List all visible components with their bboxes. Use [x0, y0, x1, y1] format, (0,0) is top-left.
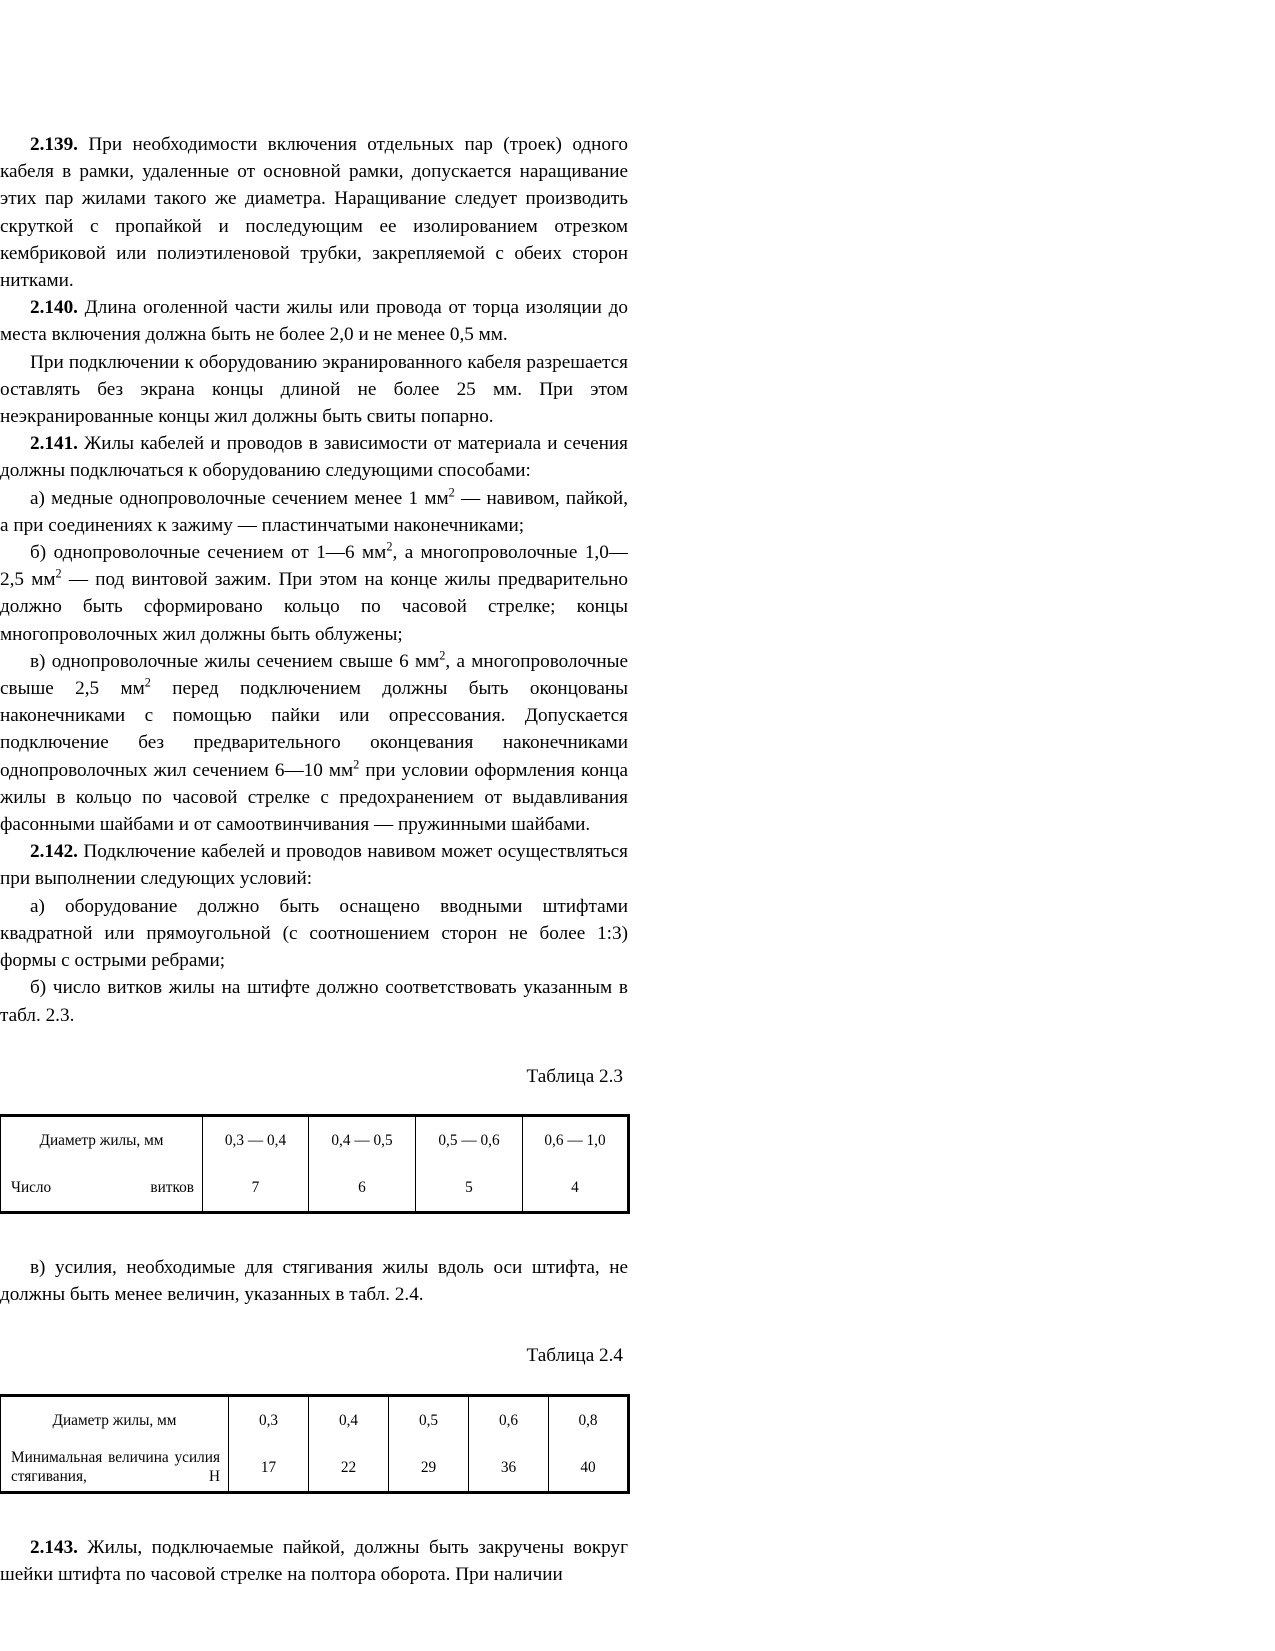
- paragraph-text: Подключение кабелей и проводов навивом может осуществляться при выполнении следующих условий:: [0, 841, 628, 890]
- spacer: [0, 1308, 628, 1342]
- page-content: [0, 131, 628, 1588]
- paragraph-2141-item-b: [0, 539, 628, 648]
- cell-value: 17: [229, 1444, 309, 1493]
- paragraph-2141-item-a: [0, 485, 628, 539]
- paragraph-text: Жилы кабелей и проводов в зависимости от материала и сечения должны подключаться к оборудованию следующими способами:: [0, 433, 628, 482]
- paragraph-2142: [0, 838, 628, 892]
- table-2-3-caption: Таблица 2.3: [526, 1065, 623, 1087]
- paragraph-text: б) число витков жилы на штифте должно соответствовать указанным в табл. 2.3.: [0, 977, 628, 1026]
- paragraph-text: в) усилия, необходимые для стягивания жилы вдоль оси штифта, не должны быть менее величин, указанных в табл. 2.4.: [0, 1256, 628, 1306]
- table-row: [1, 1395, 629, 1444]
- paragraph-2139: [0, 131, 628, 294]
- cell-value: 0,4: [309, 1395, 389, 1444]
- cell-value: 0,3: [229, 1395, 309, 1444]
- paragraph-text: а) медные однопроволочные сечением менее 1 $мм^2$ — навивом, пайкой, а при соединениях к зажиму — пластинчатыми наконечниками;: [0, 485, 628, 536]
- cell-value: 6: [309, 1164, 416, 1213]
- cell-value: 36: [469, 1444, 549, 1493]
- row-label: Минимальная величина усилия стягивания, Н: [1, 1444, 229, 1493]
- cell-value: 4: [523, 1164, 629, 1213]
- paragraph-number: 2.142.: [30, 841, 78, 863]
- cell-value: 40: [549, 1444, 629, 1493]
- spacer: [0, 1090, 628, 1114]
- cell-value: 29: [389, 1444, 469, 1493]
- cell-value: 0,8: [549, 1395, 629, 1444]
- cell-value: 0,5 — 0,6: [416, 1115, 523, 1164]
- table-row: [1, 1115, 629, 1164]
- paragraph-text: б) однопроволочные сечением от 1—6 $мм^2$, а многопроволочные 1,0—2,5 $мм^2$ — под винтовой зажим. При этом на конце жилы предварительно должно быть сформировано кольцо по часовой стрелке; концы многопроволочных жил должны быть облужены;: [0, 539, 628, 645]
- paragraph-text: При необходимости включения отдельных пар (троек) одного кабеля в рамки, удаленные от основной рамки, допускается наращивание этих пар жилами такого же диаметра. Наращивание следует производить скруткой с пропайкой и последующим ее изолированием отрезком кембриковой или полиэтиленовой трубки, закрепляемой с обеих сторон нитками.: [0, 134, 628, 292]
- cell-value: 0,6 — 1,0: [523, 1115, 629, 1164]
- cell-value: 0,3 — 0,4: [203, 1115, 309, 1164]
- paragraph-2141: [0, 430, 628, 484]
- paragraph-text: а) оборудование должно быть оснащено вводными штифтами квадратной или прямоугольной (с соотношением сторон не более 1:3) формы с острыми ребрами;: [0, 895, 628, 972]
- paragraph-2142-item-b: [0, 974, 628, 1028]
- paragraph-number: 2.143.: [30, 1536, 78, 1558]
- paragraph-text: Жилы, подключаемые пайкой, должны быть закручены вокруг шейки штифта по часовой стрелке на полтора оборота. При наличии: [0, 1536, 628, 1585]
- cell-value: 7: [203, 1164, 309, 1213]
- paragraph-2141-item-v: [0, 648, 628, 838]
- spacer: [0, 1214, 628, 1254]
- table-2-4: [0, 1394, 630, 1494]
- cell-value: 0,4 — 0,5: [309, 1115, 416, 1164]
- row-label: Диаметр жилы, мм: [1, 1395, 229, 1444]
- table-2-4-caption: Таблица 2.4: [526, 1345, 623, 1367]
- row-label: Диаметр жилы, мм: [1, 1115, 203, 1164]
- paragraph-2142-item-a: [0, 893, 628, 975]
- paragraph-text: Длина оголенной части жилы или провода от торца изоляции до места включения должна быть не более 2,0 и не менее 0,5 мм.: [0, 297, 628, 346]
- spacer: [0, 1370, 628, 1394]
- cell-value: 22: [309, 1444, 389, 1493]
- paragraph-2143: [0, 1534, 628, 1588]
- paragraph-2142-item-v: [0, 1254, 628, 1308]
- paragraph-text: При подключении к оборудованию экранированного кабеля разрешается оставлять без экрана концы длиной не более 25 мм. При этом неэкранированные концы жил должны быть свиты попарно.: [0, 351, 628, 428]
- table-row: [1, 1164, 629, 1213]
- spacer: [0, 1029, 628, 1063]
- paragraph-2140: [0, 294, 628, 348]
- paragraph-number: 2.139.: [30, 134, 78, 155]
- paragraph-text: в) однопроволочные жилы сечением свыше 6 $мм^2$, а многопроволочные свыше 2,5 $мм^2$ перед подключением должны быть оконцованы наконечниками с помощью пайки или опрессования. Допускается подключение без предварительного оконцевания наконечниками однопроволочных жил сечением 6—10 $мм^2$ при условии оформления конца жилы в кольцо по часовой стрелке с предохранением от выдавливания фасонными шайбами и от самоотвинчивания — пружинными шайбами.: [0, 648, 628, 836]
- cell-value: 5: [416, 1164, 523, 1213]
- row-label: Число витков: [1, 1164, 203, 1213]
- cell-value: 0,6: [469, 1395, 549, 1444]
- paragraph-2140-cont: [0, 349, 628, 431]
- cell-value: 0,5: [389, 1395, 469, 1444]
- table-row: [1, 1444, 629, 1493]
- paragraph-number: 2.140.: [30, 297, 78, 319]
- paragraph-number: 2.141.: [30, 433, 78, 455]
- spacer: [0, 1494, 628, 1534]
- table-2-3: [0, 1114, 630, 1214]
